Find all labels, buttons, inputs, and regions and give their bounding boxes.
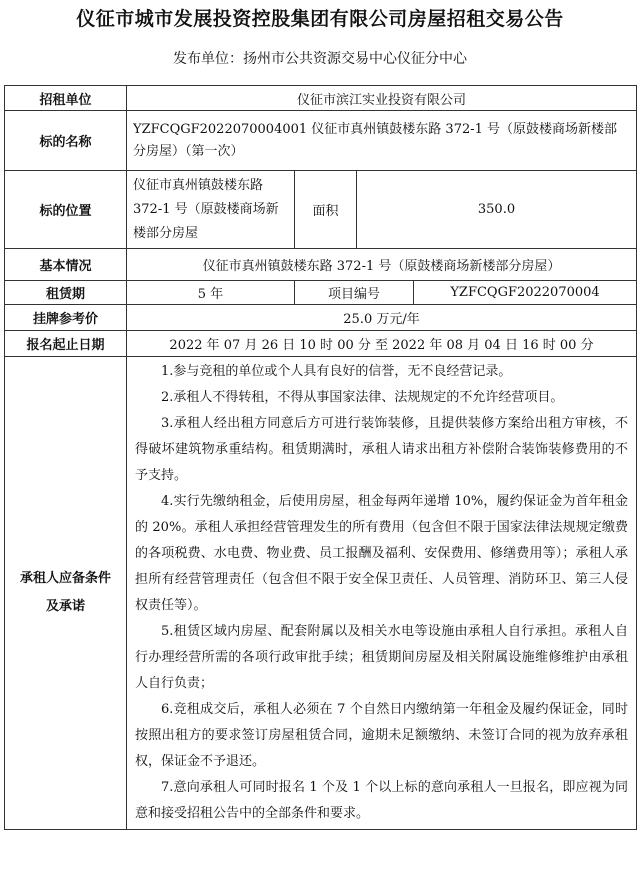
row-basic xyxy=(5,249,637,281)
terms-label-line2: 及承诺 xyxy=(45,599,85,614)
terms-label xyxy=(5,357,127,830)
terms-item: 7.意向承租人可同时报名 1 个及 1 个以上标的意向承租人一旦报名，即应视为同意和接受招租公告中的全部条件和要求。 xyxy=(135,780,629,821)
row-term xyxy=(5,281,637,305)
row-name xyxy=(5,111,637,171)
terms-item: 2.承租人不得转租，不得从事国家法律、法规规定的不允许经营项目。 xyxy=(161,390,564,405)
row-price xyxy=(5,305,637,331)
publisher-line: 发布单位：扬州市公共资源交易中心仪征分中心 xyxy=(173,51,467,67)
location-label: 标的位置 xyxy=(5,171,127,249)
period-label: 报名起止日期 xyxy=(5,331,127,357)
project-label: 项目编号 xyxy=(295,281,414,305)
area-label: 面积 xyxy=(295,171,357,249)
row-location xyxy=(5,171,637,249)
terms-item: 6.竞租成交后，承租人必须在 7 个自然日内缴纳第一年租金及履约保证金，同时按照出租方的要求签订房屋租赁合同，逾期未足额缴纳、未签订合同的视为放弃承租权，保证金不予退还。 xyxy=(135,702,629,769)
area-value: 350.0 xyxy=(357,171,637,249)
location-value: 仪征市真州镇鼓楼东路 372-1 号（原鼓楼商场新楼部分房屋 xyxy=(127,171,295,249)
project-value: YZFCQGF2022070004 xyxy=(414,281,637,305)
terms-item: 1.参与竞租的单位或个人具有良好的信誉，无不良经营记录。 xyxy=(161,364,512,379)
notice-table xyxy=(4,85,637,830)
terms-content xyxy=(127,357,637,830)
row-lessor xyxy=(5,86,637,111)
lessor-value: 仪征市滨江实业投资有限公司 xyxy=(127,86,637,111)
lessor-label: 招租单位 xyxy=(5,86,127,111)
price-label: 挂牌参考价 xyxy=(5,305,127,331)
period-value: 2022 年 07 月 26 日 10 时 00 分 至 2022 年 08 月 04 日 16 时 00 分 xyxy=(127,331,637,357)
basic-label: 基本情况 xyxy=(5,249,127,281)
row-terms xyxy=(5,357,637,830)
price-value: 25.0 万元/年 xyxy=(127,305,637,331)
terms-item: 3.承租人经出租方同意后方可进行装饰装修，且提供装修方案给出租方审核，不得破坏建筑物承重结构。租赁期满时，承租人请求出租方补偿附合装饰装修费用的不予支持。 xyxy=(135,416,629,483)
term-label: 租赁期 xyxy=(5,281,127,305)
basic-value: 仪征市真州镇鼓楼东路 372-1 号（原鼓楼商场新楼部分房屋） xyxy=(127,249,637,281)
terms-label-line1: 承租人应备条件 xyxy=(19,571,111,586)
terms-item: 5.租赁区域内房屋、配套附属以及相关水电等设施由承租人自行承担。承租人自行办理经营所需的各项行政审批手续；租赁期间房屋及相关附属设施维修维护由承租人自行负责； xyxy=(135,624,629,691)
terms-item: 4.实行先缴纳租金，后使用房屋，租金每两年递增 10%，履约保证金为首年租金的 20%。承租人承担经营管理发生的所有费用（包含但不限于国家法律法规规定缴费的各项税费、水电费、物业费、员工报酬及福利、安保费用、修缮费用等）；承租人承担所有经营管理责任（包含但不限于安全保卫责任、人员管理、消防环卫、第三人侵权责任等）。 xyxy=(135,494,629,613)
term-value: 5 年 xyxy=(127,281,295,305)
name-label: 标的名称 xyxy=(5,111,127,171)
page-title: 仪征市城市发展投资控股集团有限公司房屋招租交易公告 xyxy=(76,8,564,30)
name-value: YZFCQGF2022070004001 仪征市真州镇鼓楼东路 372-1 号（原鼓楼商场新楼部分房屋）（第一次） xyxy=(127,111,637,171)
row-period xyxy=(5,331,637,357)
